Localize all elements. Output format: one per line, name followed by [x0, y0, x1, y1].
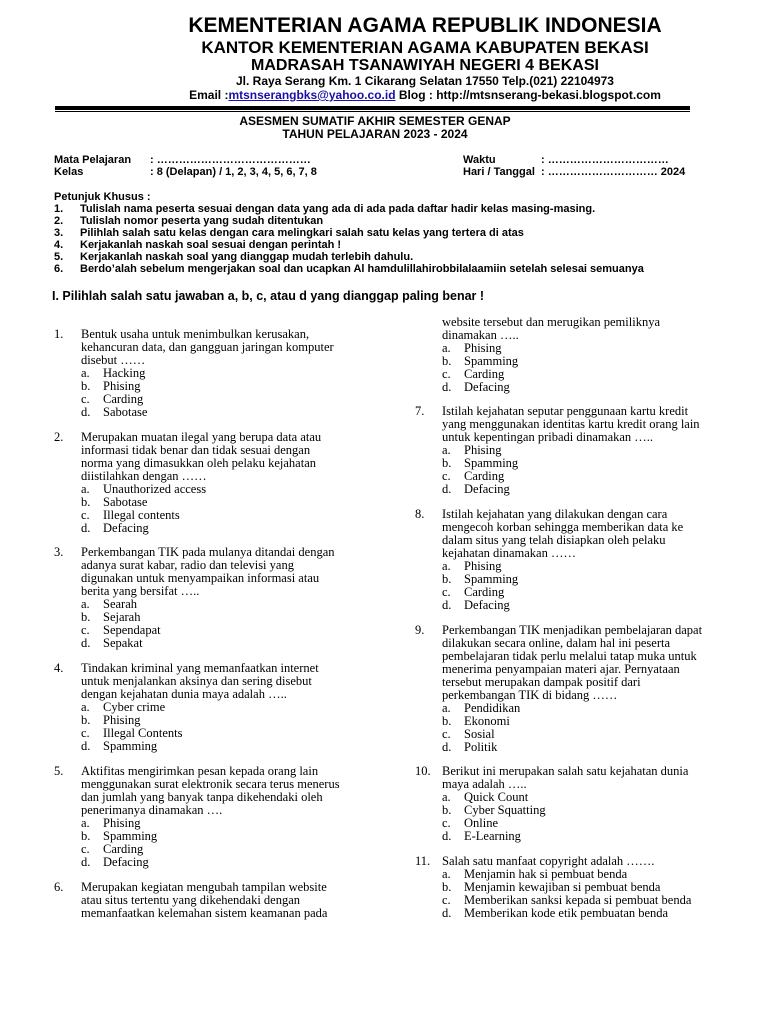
section-heading: I. Pilihlah salah satu jawaban a, b, c, atau d yang dianggap paling benar ! [52, 289, 485, 303]
option-letter: a. [442, 341, 451, 355]
option-letter: d. [81, 855, 91, 869]
time-value: : …………………………… [541, 154, 669, 166]
question-text-line: dilakukan secara online, dalam hal ini peserta [442, 636, 671, 650]
option-text: Illegal contents [103, 508, 180, 522]
question-1 [54, 328, 334, 419]
answer-option [81, 406, 334, 419]
question-text-line: maya adalah ….. [442, 777, 527, 791]
question-number: 2. [54, 430, 64, 444]
header-divider-thick [55, 106, 690, 110]
option-letter: b. [81, 829, 91, 843]
instruction-text: Berdo’alah sebelum mengerjakan soal dan ucapkan Al hamdulillahirobbilalaamiin setelah selesai semuanya [80, 263, 644, 275]
option-text: Illegal Contents [103, 726, 183, 740]
option-text: Spamming [464, 456, 519, 470]
instruction-text: Kerjakanlah naskah soal sesuai dengan perintah ! [80, 239, 342, 251]
option-text: Phising [464, 443, 502, 457]
question-text-line: perkembangan TIK di bidang …… [442, 688, 618, 702]
option-text: Defacing [464, 380, 510, 394]
option-text: Memberikan kode etik pembuatan benda [464, 906, 669, 920]
option-text: Phising [464, 341, 502, 355]
question-4 [54, 662, 319, 753]
option-text: Defacing [464, 598, 510, 612]
option-letter: d. [442, 829, 452, 843]
question-text-line: Aktifitas mengirimkan pesan kepada orang lain [81, 764, 319, 778]
option-text: Carding [464, 585, 505, 599]
contact-line [170, 88, 680, 102]
answer-option [81, 637, 335, 650]
question-text-line: pembelajaran tidak perlu melalui tatap muka untuk [442, 649, 697, 663]
instruction-item [54, 203, 644, 215]
header-divider-thin [55, 111, 690, 112]
option-letter: d. [81, 405, 91, 419]
question-text-line: Merupakan muatan ilegal yang berupa data atau [81, 430, 322, 444]
option-letter: d. [442, 482, 452, 496]
option-text: E-Learning [464, 829, 521, 843]
option-letter: c. [81, 392, 90, 406]
option-text: Defacing [103, 855, 149, 869]
answer-option [442, 907, 691, 920]
question-text-line: Istilah kejahatan yang dilakukan dengan cara [442, 507, 668, 521]
instruction-item [54, 251, 644, 263]
option-text: Carding [464, 367, 505, 381]
option-letter: a. [81, 816, 90, 830]
question-text-line: norma yang dimasukkan oleh pelaku kejahatan [81, 456, 316, 470]
option-letter: b. [442, 456, 452, 470]
option-letter: a. [442, 701, 451, 715]
question-text-line: diistilahkan dengan …… [81, 469, 207, 483]
option-text: Defacing [464, 482, 510, 496]
option-text: Carding [464, 469, 505, 483]
option-text: Online [464, 816, 499, 830]
question-text-line: website tersebut dan merugikan pemiliknya [442, 315, 660, 329]
question-number: 9. [415, 623, 425, 637]
subject-label: Mata Pelajaran [54, 154, 132, 166]
option-text: Spamming [103, 739, 158, 753]
option-letter: d. [81, 636, 91, 650]
question-text-line: Perkembangan TIK menjadikan pembelajaran dapat [442, 623, 703, 637]
question-5 [54, 765, 340, 869]
option-letter: c. [81, 842, 90, 856]
question-text-line: Perkembangan TIK pada mulanya ditandai dengan [81, 545, 335, 559]
option-letter: b. [442, 803, 452, 817]
answer-option [442, 599, 683, 612]
option-text: Unauthorized access [103, 482, 207, 496]
option-letter: b. [442, 880, 452, 894]
instruction-text: Pilihlah salah satu kelas dengan cara melingkari salah satu kelas yang tertera di atas [80, 227, 524, 239]
answer-option [442, 381, 660, 394]
blog-text: Blog : http://mtsnserang-bekasi.blogspot.com [395, 88, 661, 102]
question-number: 11. [415, 854, 431, 868]
instruction-text: Kerjakanlah naskah soal yang dianggap mudah terlebih dahulu. [80, 251, 414, 263]
option-text: Hacking [103, 366, 146, 380]
question-text-line: Berikut ini merupakan salah satu kejahatan dunia [442, 764, 689, 778]
option-letter: d. [442, 598, 452, 612]
option-text: Politik [464, 740, 498, 754]
question-text-line: digunakan untuk menyampaikan informasi atau [81, 571, 320, 585]
option-text: Menjamin kewajiban si pembuat benda [464, 880, 661, 894]
instruction-item [54, 227, 644, 239]
question-text-line: kejahatan dinamakan …… [442, 546, 576, 560]
answer-option [81, 522, 321, 535]
answer-option [81, 740, 319, 753]
option-text: Sosial [464, 727, 495, 741]
option-letter: a. [442, 867, 451, 881]
option-text: Sepakat [103, 636, 143, 650]
option-letter: b. [81, 713, 91, 727]
option-letter: d. [442, 380, 452, 394]
question-text-line: disebut …… [81, 353, 146, 367]
subject-value: : …………………………………… [150, 154, 311, 166]
option-text: Cyber Squatting [464, 803, 546, 817]
option-text: Defacing [103, 521, 149, 535]
class-label: Kelas [54, 166, 84, 178]
question-number: 8. [415, 507, 425, 521]
question-text-line: memanfaatkan kelemahan sistem keamanan pada [81, 906, 328, 920]
option-text: Carding [103, 392, 144, 406]
question-8 [415, 508, 683, 612]
question-text-line: kehancuran data, dan gangguan jaringan komputer [81, 340, 334, 354]
option-letter: c. [81, 726, 90, 740]
option-letter: c. [81, 623, 90, 637]
option-letter: c. [442, 816, 451, 830]
option-letter: c. [442, 727, 451, 741]
question-11 [415, 855, 691, 920]
option-letter: d. [442, 740, 452, 754]
question-text-line: penerimanya dinamakan …. [81, 803, 223, 817]
office-title: KANTOR KEMENTERIAN AGAMA KABUPATEN BEKASI [201, 38, 649, 57]
instruction-text: Tulislah nomor peserta yang sudah ditentukan [80, 215, 324, 227]
answer-option [442, 741, 702, 754]
school-title: MADRASAH TSANAWIYAH NEGERI 4 BEKASI [251, 57, 599, 74]
question-2 [54, 431, 321, 535]
question-10 [415, 765, 688, 843]
question-text-line: atau situs tertentu yang dikehendaki dengan [81, 893, 301, 907]
question-text-line: adanya surat kabar, radio dan televisi yang [81, 558, 294, 572]
exam-year: TAHUN PELAJARAN 2023 - 2024 [282, 127, 468, 141]
option-letter: a. [81, 482, 90, 496]
question-6-continued [415, 316, 660, 394]
instruction-text: Tulislah nama peserta sesuai dengan data yang ada di ada pada daftar hadir kelas masing-masing. [80, 203, 596, 215]
answer-option [442, 830, 688, 843]
question-text-line: yang menggunakan identitas kartu kredit orang lain [442, 417, 700, 431]
question-text-line: mengecoh korban sehingga memberikan data ke [442, 520, 684, 534]
option-text: Phising [103, 816, 141, 830]
date-value: : ………………………… 2024 [541, 166, 686, 178]
option-text: Phising [103, 713, 141, 727]
question-text-line: dinamakan ….. [442, 328, 519, 342]
instruction-number: 5. [54, 251, 64, 263]
question-text-line: tersebut merupakan dampak positif dari [442, 675, 641, 689]
option-letter: a. [442, 443, 451, 457]
question-text-line: informasi tidak benar dan tidak sesuai dengan [81, 443, 311, 457]
question-text-line: menerima penyampaian materi ajar. Pernyataan [442, 662, 680, 676]
question-text-line: Salah satu manfaat copyright adalah ……. [442, 854, 655, 868]
option-text: Carding [103, 842, 144, 856]
option-text: Sabotase [103, 405, 148, 419]
option-letter: c. [442, 585, 451, 599]
question-text-line: dan jumlah yang banyak tanpa dikehendaki oleh [81, 790, 323, 804]
option-letter: b. [81, 495, 91, 509]
question-text-line: Merupakan kegiatan mengubah tampilan website [81, 880, 327, 894]
option-letter: c. [81, 508, 90, 522]
instruction-number: 6. [54, 263, 64, 275]
option-text: Cyber crime [103, 700, 166, 714]
option-text: Sependapat [103, 623, 161, 637]
question-number: 1. [54, 327, 64, 341]
option-text: Quick Count [464, 790, 529, 804]
option-letter: c. [442, 367, 451, 381]
instruction-item [54, 215, 644, 227]
question-number: 4. [54, 661, 64, 675]
instructions [54, 191, 644, 275]
question-7 [415, 405, 700, 496]
question-number: 3. [54, 545, 64, 559]
exam-title: ASESMEN SUMATIF AKHIR SEMESTER GENAP [239, 114, 511, 128]
option-text: Ekonomi [464, 714, 510, 728]
answer-option [81, 856, 340, 869]
question-text-line: menggunakan surat elektronik secara terus menerus [81, 777, 340, 791]
option-letter: b. [442, 354, 452, 368]
option-letter: a. [442, 559, 451, 573]
question-text-line: Istilah kejahatan seputar penggunaan kartu kredit [442, 404, 689, 418]
option-letter: c. [442, 893, 451, 907]
question-text-line: dalam situs yang telah disiapkan oleh pelaku [442, 533, 666, 547]
option-letter: b. [81, 379, 91, 393]
option-letter: a. [81, 700, 90, 714]
option-letter: b. [442, 714, 452, 728]
question-9 [415, 624, 702, 754]
instruction-number: 2. [54, 215, 64, 227]
option-text: Menjamin hak si pembuat benda [464, 867, 628, 881]
answer-option [442, 483, 700, 496]
instruction-item [54, 263, 644, 275]
option-letter: b. [81, 610, 91, 624]
option-text: Spamming [464, 354, 519, 368]
option-letter: a. [81, 597, 90, 611]
option-text: Searah [103, 597, 138, 611]
instruction-item [54, 239, 644, 251]
option-text: Spamming [103, 829, 158, 843]
question-text-line: untuk menjalankan aksinya dan sering disebut [81, 674, 312, 688]
question-text-line: dengan kejahatan dunia maya adalah ….. [81, 687, 287, 701]
question-text-line: Bentuk usaha untuk menimbulkan kerusakan, [81, 327, 310, 341]
option-text: Phising [464, 559, 502, 573]
question-number: 5. [54, 764, 64, 778]
question-number: 7. [415, 404, 425, 418]
question-text-line: untuk kepentingan pribadi dinamakan ….. [442, 430, 654, 444]
email-link[interactable]: mtsnserangbks@yahoo.co.id [228, 88, 396, 102]
option-text: Sejarah [103, 610, 141, 624]
option-text: Phising [103, 379, 141, 393]
question-number: 6. [54, 880, 64, 894]
instruction-number: 1. [54, 203, 64, 215]
instruction-number: 3. [54, 227, 64, 239]
option-text: Memberikan sanksi kepada si pembuat benda [464, 893, 692, 907]
ministry-title: KEMENTERIAN AGAMA REPUBLIK INDONESIA [188, 14, 662, 37]
instruction-number: 4. [54, 239, 64, 251]
option-letter: a. [81, 366, 90, 380]
option-text: Pendidikan [464, 701, 521, 715]
option-text: Spamming [464, 572, 519, 586]
question-text-line: Tindakan kriminal yang memanfaatkan internet [81, 661, 319, 675]
time-label: Waktu [463, 154, 496, 166]
option-letter: c. [442, 469, 451, 483]
option-letter: d. [442, 906, 452, 920]
option-letter: d. [81, 521, 91, 535]
date-label: Hari / Tanggal [463, 166, 535, 178]
school-address: Jl. Raya Serang Km. 1 Cikarang Selatan 17550 Telp.(021) 22104973 [236, 74, 614, 88]
email-label: Email : [189, 88, 229, 102]
option-letter: b. [442, 572, 452, 586]
question-text-line: berita yang bersifat ….. [81, 584, 200, 598]
instructions-title: Petunjuk Khusus : [54, 191, 151, 203]
question-3 [54, 546, 335, 650]
option-text: Sabotase [103, 495, 148, 509]
question-6 [54, 881, 327, 920]
option-letter: d. [81, 739, 91, 753]
class-value: : 8 (Delapan) / 1, 2, 3, 4, 5, 6, 7, 8 [150, 166, 317, 178]
option-letter: a. [442, 790, 451, 804]
question-number: 10. [415, 764, 431, 778]
